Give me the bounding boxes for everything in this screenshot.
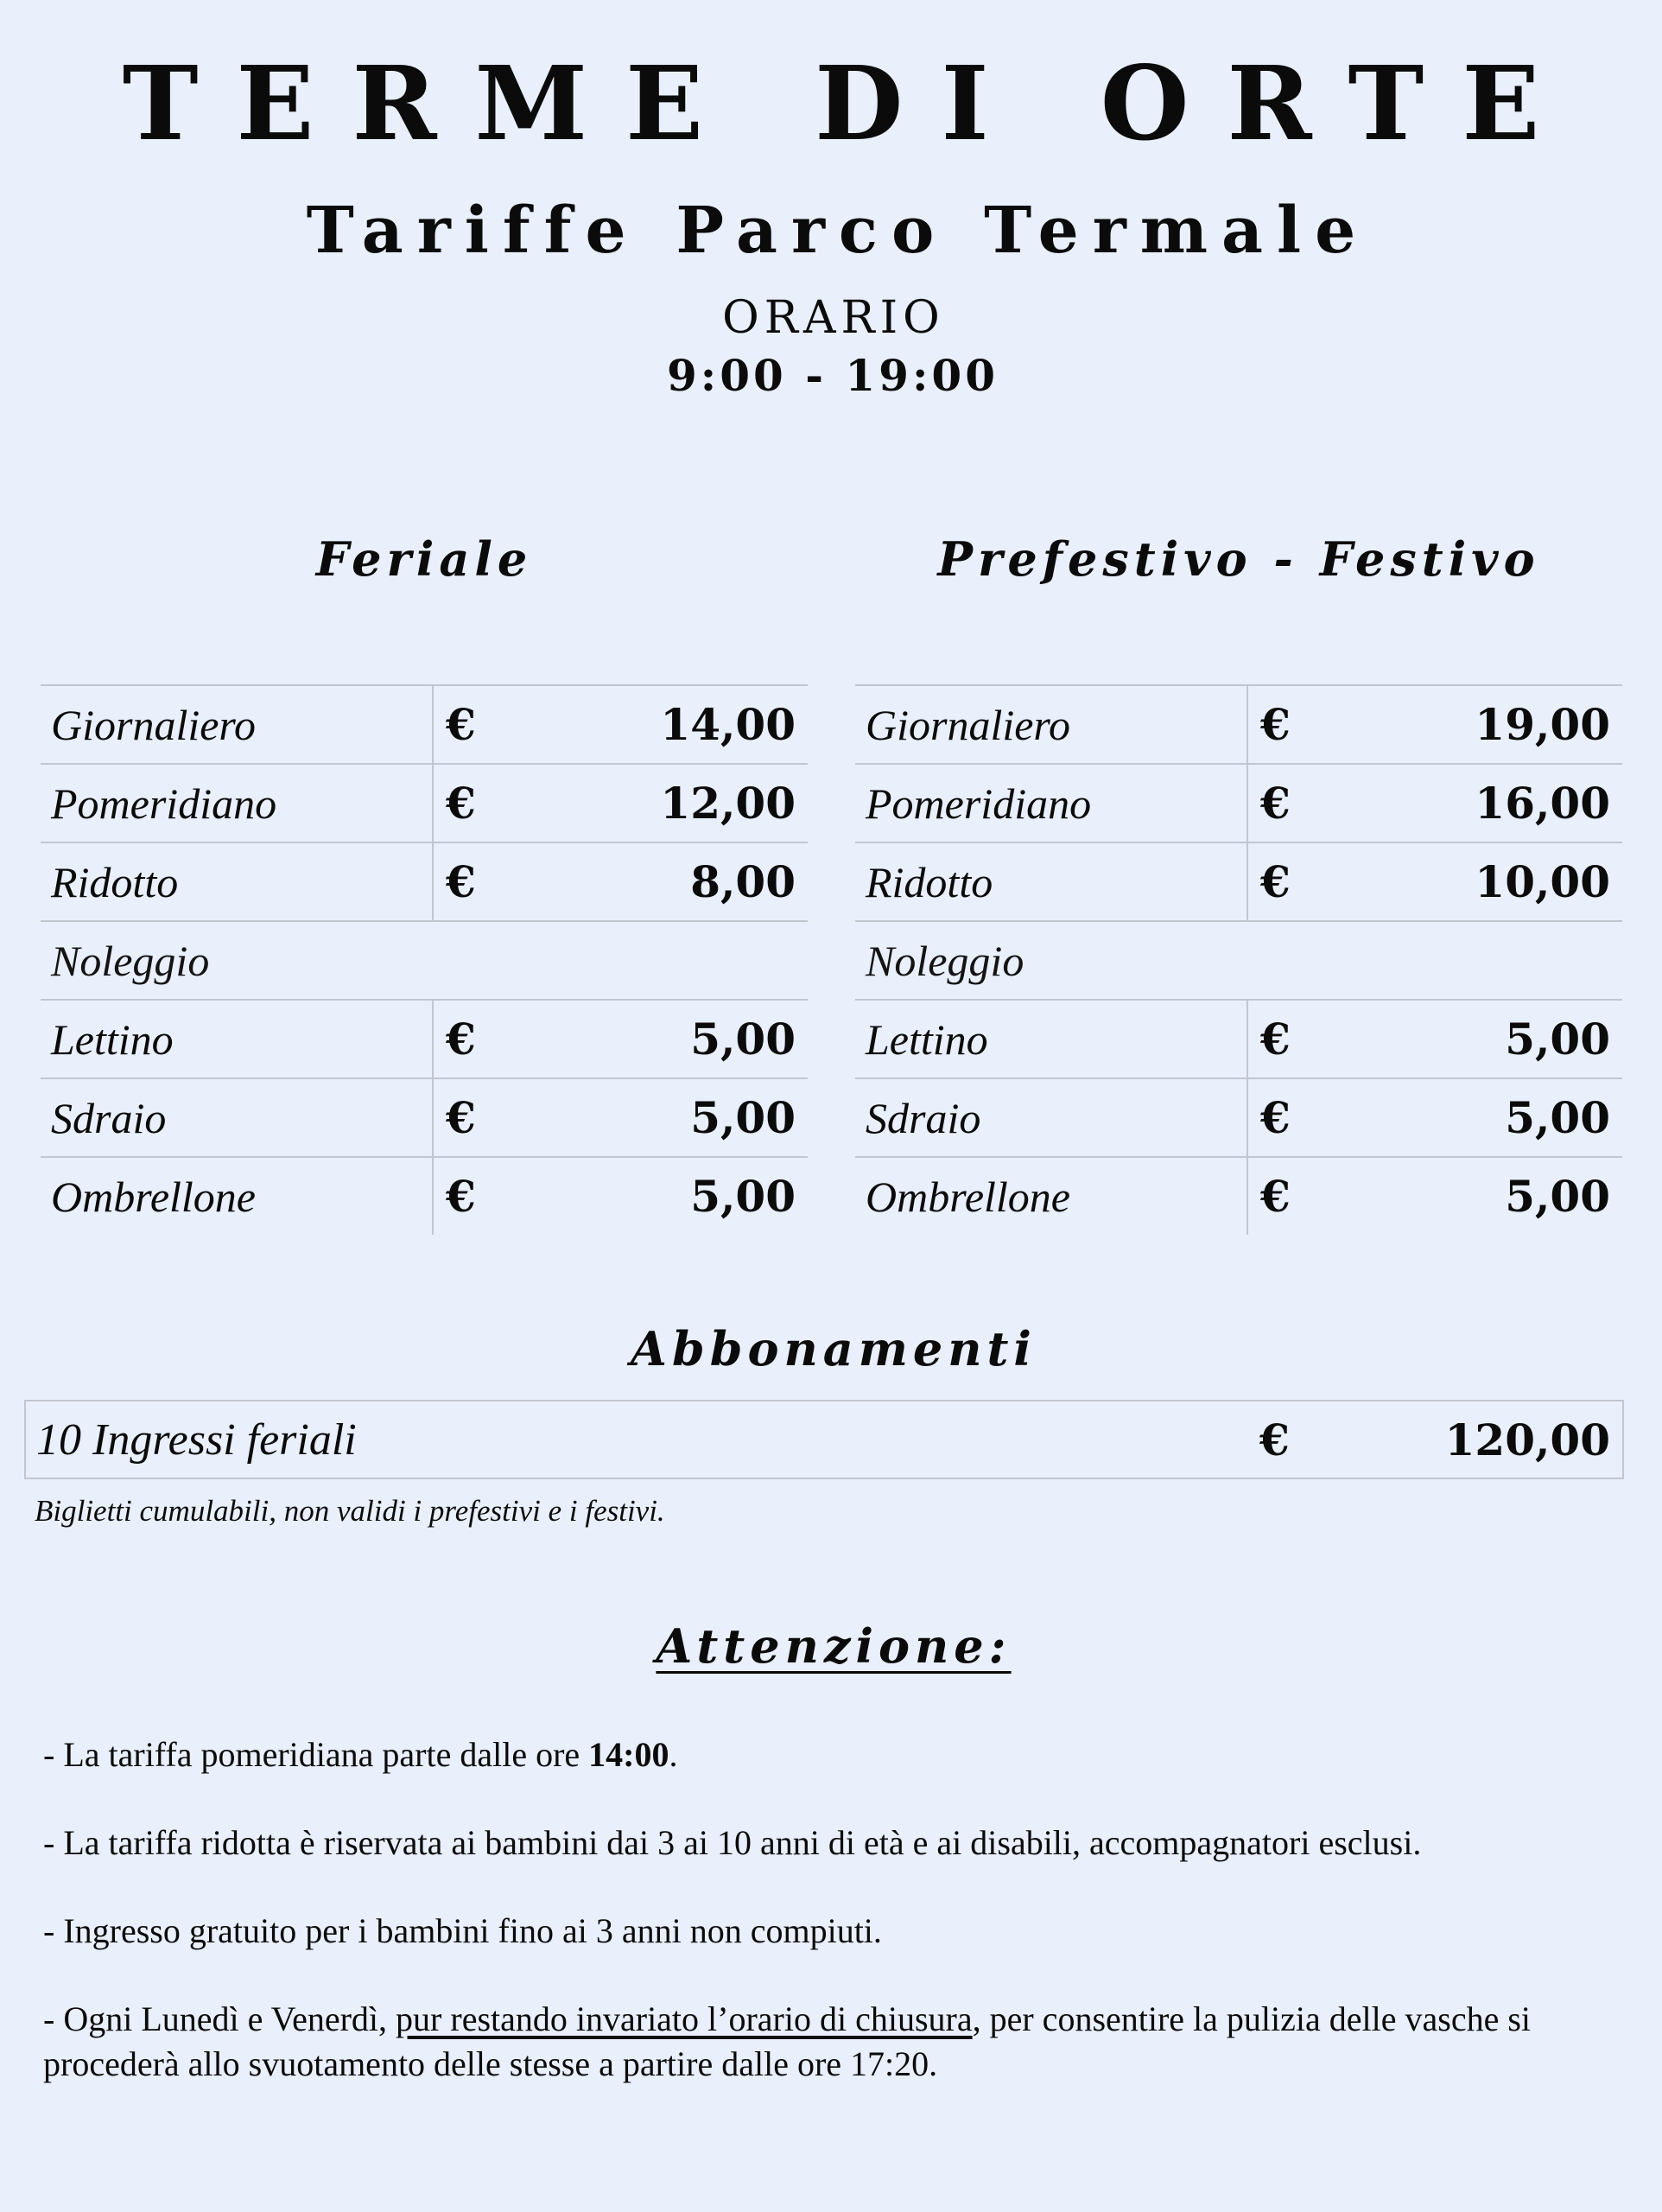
price-amount: 10,00: [1377, 842, 1622, 921]
currency-symbol: €: [1247, 764, 1377, 842]
price-label: Ridotto: [41, 842, 433, 921]
orario-label: ORARIO: [722, 292, 945, 344]
price-row: [855, 1000, 1622, 1078]
price-amount: 5,00: [1377, 1157, 1622, 1235]
currency-symbol: €: [433, 1157, 562, 1235]
price-amount: 5,00: [562, 1000, 808, 1078]
price-label: Lettino: [855, 1000, 1247, 1078]
section-row-noleggio: [41, 921, 808, 1000]
currency-symbol: €: [1247, 842, 1377, 921]
price-row: [855, 764, 1622, 842]
price-row: [41, 764, 808, 842]
price-row: [41, 685, 808, 764]
festivo-price-table: [855, 684, 1622, 1235]
price-label: Ombrellone: [855, 1157, 1247, 1235]
price-amount: 120,00: [1444, 1414, 1610, 1465]
currency-symbol: €: [433, 685, 562, 764]
currency-symbol: €: [433, 1078, 562, 1157]
price-amount: 14,00: [562, 685, 808, 764]
price-row: [41, 842, 808, 921]
note-text: - La tariffa pomeridiana parte dalle ore: [43, 1735, 589, 1774]
festivo-heading: Prefestivo - Festivo: [937, 531, 1540, 587]
price-row: [41, 1157, 808, 1235]
currency-symbol: €: [1247, 1000, 1377, 1078]
note-underlined-text: pur restando invariato l’orario di chiusura: [396, 1999, 973, 2038]
note-pomeridiana: [43, 1732, 1633, 1777]
price-amount: 8,00: [562, 842, 808, 921]
abbonamenti-price-table: [24, 1400, 1624, 1479]
currency-symbol: €: [433, 764, 562, 842]
price-amount: 19,00: [1377, 685, 1622, 764]
price-row: [41, 1078, 808, 1157]
section-label: Noleggio: [855, 921, 1622, 1000]
price-row: [855, 842, 1622, 921]
price-label: Sdraio: [41, 1078, 433, 1157]
section-row-noleggio: [855, 921, 1622, 1000]
price-label: 10 Ingressi feriali: [36, 1414, 357, 1465]
price-label: Ombrellone: [41, 1157, 433, 1235]
price-label: Pomeridiano: [41, 764, 433, 842]
note-text: - Ogni Lunedì e Venerdì,: [43, 1999, 396, 2038]
price-row: [855, 1078, 1622, 1157]
note-text: .: [669, 1735, 678, 1774]
price-label: Lettino: [41, 1000, 433, 1078]
price-amount: 5,00: [1377, 1000, 1622, 1078]
price-label: Giornaliero: [41, 685, 433, 764]
price-amount: 5,00: [562, 1078, 808, 1157]
price-amount: 5,00: [1377, 1078, 1622, 1157]
price-amount: 5,00: [562, 1157, 808, 1235]
note-time: 14:00: [588, 1735, 669, 1774]
feriale-heading: Feriale: [315, 531, 533, 587]
currency-symbol: €: [1247, 1157, 1377, 1235]
currency-symbol: €: [1247, 1078, 1377, 1157]
feriale-price-table: [41, 684, 808, 1235]
note-ridotta: - La tariffa ridotta è riservata ai bambini dai 3 ai 10 anni di età e ai disabili, accompagnatori esclusi.: [43, 1823, 1422, 1862]
price-amount: 16,00: [1377, 764, 1622, 842]
price-label: Ridotto: [855, 842, 1247, 921]
price-label: Giornaliero: [855, 685, 1247, 764]
attenzione-heading-text: Attenzione:: [656, 1618, 1012, 1674]
attenzione-heading: [0, 1616, 1662, 1676]
page-title: TERME DI ORTE: [122, 43, 1578, 163]
price-row: [855, 685, 1622, 764]
page-subtitle: Tariffe Parco Termale: [306, 194, 1370, 268]
note-text: , per consentire la pulizia delle vasche si procederà allo svuotamento delle stesse a partire dalle ore 17:20.: [43, 1999, 1532, 2083]
currency-symbol: €: [1259, 1414, 1290, 1465]
currency-symbol: €: [433, 1000, 562, 1078]
note-svuotamento: [43, 1997, 1633, 2087]
currency-symbol: €: [1247, 685, 1377, 764]
note-gratuito: - Ingresso gratuito per i bambini fino ai 3 anni non compiuti.: [43, 1911, 882, 1950]
price-row: [855, 1157, 1622, 1235]
price-amount: 12,00: [562, 764, 808, 842]
currency-symbol: €: [433, 842, 562, 921]
price-label: Pomeridiano: [855, 764, 1247, 842]
price-row: [25, 1401, 1623, 1478]
abbonamenti-heading: Abbonamenti: [631, 1321, 1037, 1376]
orario-time: 9:00 - 19:00: [666, 350, 999, 401]
price-label: Sdraio: [855, 1078, 1247, 1157]
abbonamenti-note: Biglietti cumulabili, non validi i prefestivi e i festivi.: [35, 1494, 665, 1528]
price-row: [41, 1000, 808, 1078]
section-label: Noleggio: [41, 921, 808, 1000]
